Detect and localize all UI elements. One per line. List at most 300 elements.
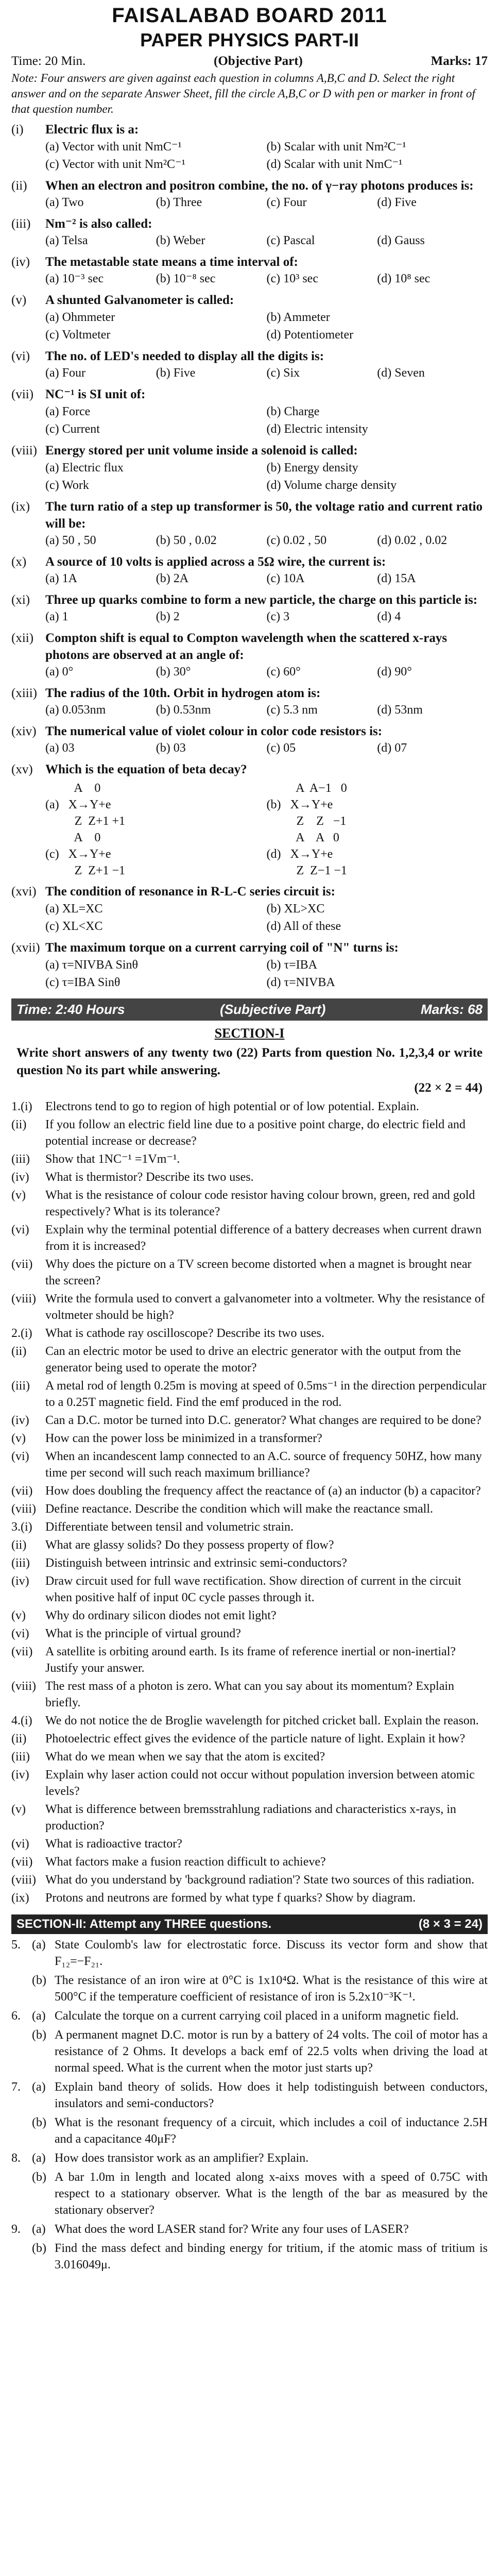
long-question-part: (a)	[32, 2080, 46, 2094]
mcq-number: (xi)	[11, 593, 30, 607]
short-question	[11, 1430, 488, 1447]
short-question	[11, 1412, 488, 1429]
objective-meta	[11, 54, 488, 69]
long-question-text: The resistance of an iron wire at 0°C is 1x10⁴Ω. What is the resistance of this wire at 500°C if the temperature coefficient of resistance of iron is 5.2x10⁻³K⁻¹.	[55, 1974, 488, 2004]
mcq-question	[11, 121, 488, 138]
mcq-list	[11, 121, 488, 991]
long-question-part: (b)	[32, 2116, 46, 2129]
mcq-option: (c) Four	[266, 196, 307, 209]
long-question-number: 7.	[11, 2080, 21, 2094]
short-question	[11, 1643, 488, 1676]
short-question-text: Show that 1NC⁻¹ =1Vm⁻¹.	[45, 1153, 180, 1166]
short-question-text: How can the power loss be minimized in a transformer?	[45, 1432, 322, 1445]
section2-title: SECTION-II: Attempt any THREE questions.	[16, 1917, 272, 1931]
long-question-part: (b)	[32, 2242, 46, 2255]
mcq-text: Compton shift is equal to Compton wavelength when the scattered x-rays photons are observed at an angle of:	[45, 631, 448, 662]
mcq-option: (b) 50 , 0.02	[156, 534, 217, 547]
mcq-option: (a) 10⁻³ sec	[45, 272, 104, 285]
mcq-option: (b) 0.53nm	[156, 703, 211, 717]
mcq-option: (a) 50 , 50	[45, 534, 96, 547]
short-question-number: (v)	[11, 1432, 26, 1445]
short-question	[11, 1573, 488, 1606]
short-question-number: (vii)	[11, 1645, 33, 1658]
short-question-number: 3.(i)	[11, 1520, 32, 1534]
short-question-text: Write the formula used to convert a galvanometer into a voltmeter. Why the resistance of voltmeter should be high?	[45, 1292, 485, 1322]
mcq-option: (d) Potentiometer	[266, 328, 354, 342]
subjective-part: (Subjective Part)	[220, 1002, 326, 1017]
mcq-text: Which is the equation of beta decay?	[45, 762, 247, 776]
mcq-options	[11, 900, 488, 935]
short-question-number: (vi)	[11, 1223, 29, 1236]
long-question	[11, 2114, 488, 2147]
short-question-number: (ii)	[11, 1118, 27, 1131]
short-question-number: (vi)	[11, 1837, 29, 1851]
mcq-number: (xiii)	[11, 686, 37, 700]
section1-instructions-text: Write short answers of any twenty two (22) Parts from question No. 1,2,3,4 or write question No its part while answering.	[16, 1046, 483, 1077]
long-question-number	[11, 2027, 32, 2076]
short-question-text: A metal rod of length 0.25m is moving at speed of 0.5ms⁻¹ in the direction perpendicular to a 0.25T magnetic field. Find the emf produced in the rod.	[45, 1379, 487, 1409]
short-question-number: (viii)	[11, 1502, 36, 1516]
section1-instructions	[11, 1044, 488, 1097]
short-question-number: (vi)	[11, 1627, 29, 1640]
short-question	[11, 1749, 488, 1765]
mcq-option: (c) 3	[266, 610, 290, 623]
mcq-option: (b) 2	[156, 610, 180, 623]
mcq-option: (c) 05	[266, 741, 296, 755]
long-question-text: A bar 1.0m in length and located along x-aixs moves with a speed of 0.75C with respect to a stationary observer. What is the length of the bar as measured by the stationary observer?	[55, 2171, 488, 2217]
mcq-option: (a) Four	[45, 366, 85, 380]
long-question-text: Calculate the torque on a current carrying coil placed in a uniform magnetic field.	[55, 2009, 459, 2023]
subjective-marks: Marks: 68	[421, 1002, 483, 1017]
mcq-number: (xii)	[11, 631, 34, 645]
mcq-option: (c) τ=IBA Sinθ	[45, 976, 121, 989]
short-question-number: 1.(i)	[11, 1100, 32, 1113]
short-question-text: Explain why laser action could not occur without population inversion between atomic levels?	[45, 1768, 475, 1798]
mcq-question	[11, 939, 488, 956]
long-question-number	[11, 2114, 32, 2147]
mcq-option: (d) 0.02 , 0.02	[377, 534, 448, 547]
long-question-text: Find the mass defect and binding energy for tritium, if the atomic mass of tritium is 3.016049μ.	[55, 2242, 488, 2272]
mcq-option: (d) 07	[377, 741, 407, 755]
mcq-options	[11, 664, 488, 681]
short-question-text: What do we mean when we say that the atom is excited?	[45, 1750, 325, 1764]
short-question	[11, 1343, 488, 1376]
short-question-text: What do you understand by 'background radiation'? State two sources of this radiation.	[45, 1873, 475, 1887]
short-question-number: (v)	[11, 1609, 26, 1622]
mcq-option: (b) Energy density	[266, 461, 358, 474]
mcq-question	[11, 553, 488, 570]
short-question-number: (iii)	[11, 1379, 30, 1393]
mcq-number: (vi)	[11, 349, 30, 363]
short-question-text: What is thermistor? Describe its two uses.	[45, 1171, 254, 1184]
mcq-question	[11, 630, 488, 664]
short-question-text: What are glassy solids? Do they possess property of flow?	[45, 1538, 334, 1552]
mcq-question	[11, 883, 488, 900]
mcq-question	[11, 723, 488, 740]
short-question	[11, 1713, 488, 1729]
subjective-time: Time: 2:40 Hours	[16, 1002, 125, 1017]
mcq-text: Energy stored per unit volume inside a solenoid is called:	[45, 444, 358, 457]
short-question-number: (ii)	[11, 1538, 27, 1552]
mcq-option: (d) All of these	[266, 920, 341, 933]
long-question-number: 9.	[11, 2223, 21, 2236]
mcq-option: (b) Three	[156, 196, 202, 209]
mcq-option: (d) Volume charge density	[266, 479, 397, 492]
short-question-text: What is cathode ray oscilloscope? Describe its two uses.	[45, 1327, 324, 1340]
mcq-question	[11, 442, 488, 459]
short-question	[11, 1625, 488, 1642]
short-question	[11, 1483, 488, 1499]
mcq-options	[11, 403, 488, 438]
short-question-text: Why do ordinary silicon diodes not emit light?	[45, 1609, 277, 1622]
short-question	[11, 1378, 488, 1411]
mcq-text: NC⁻¹ is SI unit of:	[45, 387, 146, 401]
long-question-list	[11, 1937, 488, 2273]
mcq-text: The condition of resonance in R-L-C series circuit is:	[45, 885, 335, 899]
mcq-option: (c) Work	[45, 479, 89, 492]
mcq-option: (d) Electric intensity	[266, 422, 368, 436]
mcq-option: (b) 2A	[156, 572, 189, 585]
short-question-number: (vii)	[11, 1258, 33, 1271]
short-question	[11, 1116, 488, 1149]
mcq-option: (c) Pascal	[266, 234, 315, 247]
section1-marks: (22 × 2 = 44)	[414, 1081, 483, 1095]
mcq-option: (d) Five	[377, 196, 417, 209]
long-question	[11, 2027, 488, 2076]
section1-title: SECTION-I	[214, 1026, 285, 1041]
mcq-option: (c) 5.3 nm	[266, 703, 318, 717]
short-question-text: How does doubling the frequency affect the reactance of (a) an inductor (b) a capacitor?	[45, 1484, 481, 1498]
mcq-option: (d) τ=NIVBA	[266, 976, 335, 989]
mcq-question	[11, 498, 488, 532]
long-question-text: Explain band theory of solids. How does it help todistinguish between conductors, insulators and semi-conductors?	[55, 2080, 488, 2110]
mcq-text: Nm⁻² is also called:	[45, 217, 152, 231]
mcq-text: When an electron and positron combine, the no. of γ−ray photons produces is:	[45, 179, 474, 193]
mcq-question	[11, 215, 488, 232]
mcq-option: (c) 0.02 , 50	[266, 534, 327, 547]
decay-equation: A 0 X→Y+e Z Z+1 −1	[68, 831, 126, 877]
mcq-option: (a) Vector with unit NmC⁻¹	[45, 140, 182, 154]
mcq-number: (viii)	[11, 444, 37, 457]
long-question	[11, 2008, 488, 2024]
mcq-option: (b) 10⁻⁸ sec	[156, 272, 216, 285]
long-question	[11, 1937, 488, 1970]
short-question-text: If you follow an electric field line due to a positive point charge, do electric field and potential increase or decrease?	[45, 1118, 466, 1148]
short-question-text: Explain why the terminal potential difference of a battery decreases when current drawn from it is increased?	[45, 1223, 482, 1253]
mcq-question	[11, 177, 488, 194]
short-question	[11, 1098, 488, 1115]
short-question-number: (iv)	[11, 1171, 29, 1184]
mcq-options	[11, 270, 488, 287]
long-question	[11, 2169, 488, 2218]
mcq-option: (d) 4	[377, 610, 401, 623]
mcq-text: The radius of the 10th. Orbit in hydrogen atom is:	[45, 686, 321, 700]
long-question-part: (a)	[32, 2151, 46, 2165]
long-question-text: What is the resonant frequency of a circuit, which includes a coil of inductance 2.5H and a capacitance 40μF?	[55, 2116, 488, 2146]
short-question-text: Can a D.C. motor be turned into D.C. generator? What changes are required to be done?	[45, 1414, 481, 1427]
mcq-options	[11, 232, 488, 249]
mcq-option: (c) Six	[266, 366, 300, 380]
mcq-question	[11, 348, 488, 365]
short-question-text: What is the principle of virtual ground?	[45, 1627, 241, 1640]
short-question-text: Distinguish between intrinsic and extrinsic semi-conductors?	[45, 1556, 347, 1570]
time-label: Time: 20 Min.	[11, 54, 86, 68]
decay-equation: A 0 X→Y+e Z Z+1 +1	[68, 782, 126, 828]
mcq-option: (b) τ=IBA	[266, 958, 317, 972]
short-question	[11, 1537, 488, 1553]
short-question	[11, 1169, 488, 1185]
short-question	[11, 1836, 488, 1852]
mcq-option: (a) 1A	[45, 572, 77, 585]
decay-option	[267, 829, 488, 879]
short-question-text: Draw circuit used for full wave rectification. Show direction of current in the circuit when positive half of input 0C cycle passes through it.	[45, 1574, 461, 1604]
short-question	[11, 1854, 488, 1870]
mcq-option: (c) Voltmeter	[45, 328, 111, 342]
mcq-option: (b) 30°	[156, 665, 191, 679]
short-question	[11, 1801, 488, 1834]
short-question-text: When an incandescent lamp connected to an A.C. source of frequency 50HZ, how many time per second will such reach maximum brilliance?	[45, 1450, 482, 1480]
part-label: (Objective Part)	[214, 54, 303, 68]
short-question	[11, 1187, 488, 1220]
mcq-question	[11, 386, 488, 403]
long-question-number	[11, 2240, 32, 2273]
short-question	[11, 1872, 488, 1888]
long-question-text: How does transistor work as an amplifier? Explain.	[55, 2151, 309, 2165]
mcq-number: (iv)	[11, 255, 30, 269]
mcq-options	[11, 956, 488, 991]
long-question	[11, 2240, 488, 2273]
mcq-question	[11, 253, 488, 270]
long-question-text: State Coulomb's law for electrostatic force. Discuss its vector form and show that F₁₂=−F₂₁.	[55, 1938, 488, 1968]
short-question-number: (iii)	[11, 1556, 30, 1570]
mcq-text: Electric flux is a:	[45, 123, 139, 137]
mcq-option: (a) 0°	[45, 665, 74, 679]
short-question-number: (iv)	[11, 1414, 29, 1427]
mcq-text: The turn ratio of a step up transformer is 50, the voltage ratio and current ratio will be:	[45, 500, 483, 531]
long-question	[11, 1972, 488, 2005]
short-question-text: Protons and neutrons are formed by what type f quarks? Show by diagram.	[45, 1891, 416, 1905]
short-question	[11, 1291, 488, 1324]
short-question-text: What is radioactive tractor?	[45, 1837, 182, 1851]
mcq-number: (iii)	[11, 217, 31, 231]
short-question-number: (ix)	[11, 1891, 29, 1905]
mcq-text: Three up quarks combine to form a new particle, the charge on this particle is:	[45, 593, 478, 607]
long-question-number: 5.	[11, 1938, 21, 1952]
mcq-option: (b) Weber	[156, 234, 205, 247]
short-question-text: Can an electric motor be used to drive an electric generator with the output from the generator being used to operate the motor?	[45, 1345, 461, 1375]
short-question-number: (ii)	[11, 1732, 27, 1745]
short-question	[11, 1767, 488, 1800]
section2-marks: (8 × 3 = 24)	[418, 1917, 483, 1931]
mcq-number: (ix)	[11, 500, 30, 514]
short-question-number: (vi)	[11, 1450, 29, 1463]
short-question-number: (viii)	[11, 1292, 36, 1306]
mcq-question	[11, 685, 488, 702]
decay-options	[11, 780, 488, 879]
mcq-options	[11, 138, 488, 173]
instructions-note: Note: Four answers are given against each question in columns A,B,C and D. Select the right answer and on the separate Answer Sheet, fill the circle A,B,C or D with pen or marker in front of that question number.	[11, 72, 475, 115]
mcq-text: The maximum torque on a current carrying coil of "N" turns is:	[45, 941, 399, 955]
long-question	[11, 2150, 488, 2166]
mcq-option: (b) 03	[156, 741, 186, 755]
mcq-number: (v)	[11, 293, 27, 307]
mcq-option: (a) XL=XC	[45, 902, 103, 916]
mcq-option: (c) Vector with unit Nm²C⁻¹	[45, 158, 185, 171]
mcq-options	[11, 194, 488, 211]
mcq-option: (d) 90°	[377, 665, 412, 679]
decay-option	[45, 829, 267, 879]
long-question-text: What does the word LASER stand for? Write any four uses of LASER?	[55, 2223, 409, 2236]
mcq-option: (d) Scalar with unit NmC⁻¹	[266, 158, 403, 171]
mcq-option: (a) Electric flux	[45, 461, 124, 474]
mcq-option: (c) Current	[45, 422, 100, 436]
mcq-question	[11, 591, 488, 608]
long-question	[11, 2221, 488, 2238]
short-question	[11, 1890, 488, 1906]
long-question-number: 6.	[11, 2009, 21, 2023]
option-label: (d)	[266, 848, 281, 861]
mcq-options	[11, 608, 488, 625]
short-question-text: What factors make a fusion reaction difficult to achieve?	[45, 1855, 326, 1869]
mcq-option: (d) 53nm	[377, 703, 423, 717]
short-question-text: Photoelectric effect gives the evidence of the particle nature of light. Explain it how?	[45, 1732, 466, 1745]
mcq-text: A shunted Galvanometer is called:	[45, 293, 234, 307]
mcq-option: (d) Gauss	[377, 234, 425, 247]
mcq-option: (a) 1	[45, 610, 68, 623]
short-question-text: A satellite is orbiting around earth. Is its frame of reference inertial or non-inertial? Justify your answer.	[45, 1645, 456, 1675]
short-question-text: Why does the picture on a TV screen become distorted when a magnet is brought near the screen?	[45, 1258, 472, 1287]
mcq-number: (xiv)	[11, 724, 37, 738]
short-question	[11, 1256, 488, 1289]
mcq-options	[11, 740, 488, 757]
subjective-band	[11, 998, 488, 1021]
short-question	[11, 1519, 488, 1535]
mcq-option: (b) Ammeter	[266, 311, 330, 324]
short-question-text: Differentiate between tensil and volumetric strain.	[45, 1520, 294, 1534]
short-question	[11, 1555, 488, 1571]
short-question-number: (vii)	[11, 1855, 33, 1869]
short-question	[11, 1448, 488, 1481]
short-question-text: The rest mass of a photon is zero. What can you say about its momentum? Explain briefly.	[45, 1680, 455, 1709]
mcq-option: (d) 15A	[377, 572, 416, 585]
short-question	[11, 1222, 488, 1255]
decay-equation: A A 0 X→Y+e Z Z−1 −1	[290, 831, 347, 877]
mcq-number: (vii)	[11, 387, 34, 401]
short-question-number: (iv)	[11, 1574, 29, 1588]
mcq-number: (xvi)	[11, 885, 37, 899]
decay-equation: A A−1 0 X→Y+e Z Z −1	[290, 782, 347, 828]
short-question-number: (viii)	[11, 1680, 36, 1693]
short-question	[11, 1678, 488, 1711]
short-question-number: (v)	[11, 1189, 26, 1202]
short-question-text: What is difference between bremsstrahlung radiations and characteristics x-rays, in production?	[45, 1803, 456, 1833]
section2-band	[11, 1914, 488, 1934]
mcq-options	[11, 309, 488, 344]
mcq-option: (a) Ohmmeter	[45, 311, 115, 324]
long-question-part: (a)	[32, 1938, 46, 1952]
mcq-number: (ii)	[11, 179, 27, 193]
mcq-option: (c) 10³ sec	[266, 272, 318, 285]
mcq-options	[11, 365, 488, 382]
mcq-option: (a) Telsa	[45, 234, 88, 247]
mcq-option: (d) 10⁸ sec	[377, 272, 431, 285]
mcq-text: The no. of LED's needed to display all the digits is:	[45, 349, 324, 363]
short-question-number: (iii)	[11, 1153, 30, 1166]
mcq-options	[11, 459, 488, 494]
option-label: (a)	[45, 798, 59, 811]
mcq-option: (b) Scalar with unit Nm²C⁻¹	[266, 140, 406, 154]
mcq-options	[11, 532, 488, 549]
mcq-text: The numerical value of violet colour in color code resistors is:	[45, 724, 383, 738]
mcq-option: (b) Five	[156, 366, 196, 380]
long-question-part: (a)	[32, 2223, 46, 2236]
decay-option	[267, 780, 488, 829]
short-question-number: (iv)	[11, 1768, 29, 1782]
short-question-text: What is the resistance of colour code resistor having colour brown, green, red and gold respectively? What is its tolerance?	[45, 1189, 475, 1218]
mcq-option: (a) 0.053nm	[45, 703, 106, 717]
mcq-options	[11, 570, 488, 587]
short-question-text: Define reactance. Describe the condition which will make the reactance small.	[45, 1502, 433, 1516]
mcq-option: (a) τ=NIVBA Sinθ	[45, 958, 138, 972]
mcq-options	[11, 702, 488, 719]
long-question-part: (b)	[32, 2028, 46, 2042]
short-question	[11, 1501, 488, 1517]
option-label: (c)	[45, 848, 59, 861]
short-question	[11, 1325, 488, 1342]
option-label: (b)	[266, 798, 281, 811]
board-title: FAISALABAD BOARD 2011	[112, 4, 387, 27]
mcq-option: (c) XL<XC	[45, 920, 103, 933]
mcq-number: (xv)	[11, 762, 33, 776]
mcq-question	[11, 761, 488, 778]
short-question-number: (ii)	[11, 1345, 27, 1358]
mcq-number: (xvii)	[11, 941, 40, 955]
long-question-number	[11, 2169, 32, 2218]
long-question-number: 8.	[11, 2151, 21, 2165]
mcq-number: (i)	[11, 123, 24, 137]
mcq-number: (x)	[11, 555, 27, 569]
long-question-part: (b)	[32, 1974, 46, 1987]
mcq-option: (b) XL>XC	[266, 902, 325, 916]
long-question-part: (b)	[32, 2171, 46, 2184]
mcq-option: (a) Two	[45, 196, 84, 209]
short-question-number: (viii)	[11, 1873, 36, 1887]
long-question	[11, 2079, 488, 2112]
mcq-option: (a) Force	[45, 405, 91, 418]
mcq-option: (c) 60°	[266, 665, 301, 679]
mcq-option: (b) Charge	[266, 405, 320, 418]
decay-option	[45, 780, 267, 829]
short-question-number: (iii)	[11, 1750, 30, 1764]
short-question	[11, 1731, 488, 1747]
long-question-text: A permanent magnet D.C. motor is run by a battery of 24 volts. The coil of motor has a resistance of 2 Ohms. It develops a back emf of 22.5 volts when driving the load at normal speed. What is the current when the motor just starts up?	[55, 2028, 488, 2075]
short-question-number: 4.(i)	[11, 1714, 32, 1727]
short-question	[11, 1151, 488, 1167]
marks-label: Marks: 17	[431, 54, 488, 68]
short-question-number: 2.(i)	[11, 1327, 32, 1340]
mcq-option: (d) Seven	[377, 366, 425, 380]
short-question-text: Electrons tend to go to region of high potential or of low potential. Explain.	[45, 1100, 419, 1113]
short-question	[11, 1607, 488, 1624]
short-question-text: We do not notice the de Broglie wavelength for pitched cricket ball. Explain the reason.	[45, 1714, 479, 1727]
short-question-number: (v)	[11, 1803, 26, 1816]
short-question-number: (vii)	[11, 1484, 33, 1498]
mcq-question	[11, 292, 488, 309]
mcq-text: The metastable state means a time interval of:	[45, 255, 298, 269]
mcq-text: A source of 10 volts is applied across a 5Ω wire, the current is:	[45, 555, 386, 569]
long-question-part: (a)	[32, 2009, 46, 2023]
short-question-list	[11, 1098, 488, 1906]
